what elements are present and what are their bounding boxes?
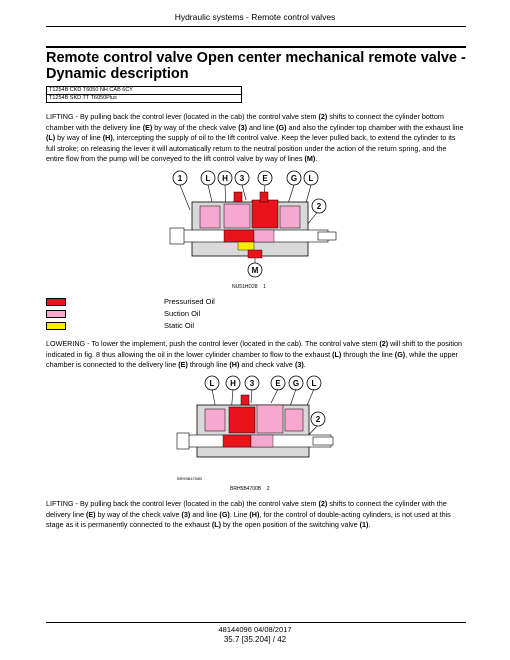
- text-run: by way of line: [55, 133, 103, 142]
- reference-label: (3): [238, 122, 247, 132]
- callout-label: E: [262, 174, 268, 183]
- text-run: , for the control of double-acting cylinders, is not used at this stage as it is permanently connected to the exhaust: [46, 509, 451, 529]
- paragraph-lowering: [46, 339, 466, 371]
- reference-label: (H): [102, 133, 113, 142]
- text-run: shifts to connect the cylinder bottom chamber with the delivery line: [46, 112, 444, 132]
- text-run: by the open position of the switching valve: [221, 520, 360, 529]
- reference-label: (E): [142, 122, 153, 132]
- text-run: , while the upper chamber is connected to the delivery line: [46, 349, 458, 369]
- text-run: and also the cylinder top chamber with the exhaust line: [286, 122, 464, 132]
- reference-label: (H): [249, 509, 260, 519]
- page-title: Remote control valve Open center mechanical remote valve - Dynamic description: [46, 50, 466, 82]
- text-run: , intercepting the supply of oil to the lift control valve. Keep the lever pulled back, to extend the cylinder to its full stroke; on releasing the lever it will automatically return to the neutral position under the action of the return spring, and the entire flow from the pump will be conveyed to the lift control valve by way of lines: [46, 133, 456, 163]
- reference-label: (H): [229, 360, 240, 369]
- callout-label: G: [292, 379, 300, 388]
- text-run: through the line: [341, 349, 395, 359]
- text-run: LOWERING - To lower the implement, push the control lever (located in the cab). The control valve stem: [46, 339, 380, 348]
- text-run: will shift to the position indicated in fig. 8 thus allowing the oil in the lower cylinder chamber to flow to the exhaust: [46, 339, 463, 359]
- legend-swatch: [46, 298, 66, 306]
- figure-2-caption: [230, 486, 269, 492]
- figure-code: NU51HD28: [232, 284, 258, 290]
- legend-item: [46, 309, 296, 319]
- header-title: Hydraulic systems - Remote control valves: [174, 12, 336, 22]
- reference-label: (2): [318, 112, 328, 121]
- model-row: T1254B SKD TT T6050Plus: [47, 95, 242, 103]
- reference-label: (2): [379, 339, 389, 348]
- callout-label: G: [290, 174, 298, 183]
- callout-2: 2: [315, 415, 321, 424]
- legend-swatch: [46, 322, 66, 330]
- text-run: and check valve: [239, 360, 295, 369]
- callout-label: H: [222, 174, 228, 183]
- model-row: T1254B CKD T6050 NH CAB 6CY: [47, 87, 242, 95]
- paragraph-lifting: [46, 112, 466, 165]
- text-run: by way of the check valve: [95, 509, 182, 519]
- legend-swatch: [46, 310, 66, 318]
- figure-2-corner-code: BRH5B4700B: [177, 476, 202, 481]
- reference-label: (L): [211, 520, 221, 529]
- callout-label: L: [209, 379, 215, 388]
- callout-label: L: [308, 174, 314, 183]
- text-run: and line: [190, 509, 220, 519]
- callout-label: L: [311, 379, 317, 388]
- legend-label: Pressurised Oil: [164, 297, 215, 306]
- text-run: .: [315, 154, 318, 163]
- callout-label: L: [205, 174, 211, 183]
- footer-rule: [46, 622, 466, 623]
- text-run: .: [303, 360, 306, 369]
- callout-label: 1: [177, 174, 183, 183]
- figure-code: BRH5B4700B: [230, 486, 262, 492]
- figure-number: 2: [266, 486, 270, 492]
- text-run: by way of the check valve: [152, 122, 239, 132]
- reference-label: (E): [85, 509, 96, 519]
- figure-1: [168, 170, 338, 282]
- title-top-rule: [46, 46, 466, 48]
- figure-1-callouts: [173, 171, 318, 185]
- valve-diagram-2: [175, 375, 335, 483]
- reference-label: (G): [276, 122, 287, 132]
- reference-label: (3): [294, 360, 304, 369]
- footer-doc: 48144096 04/08/2017: [218, 625, 292, 634]
- text-run: LIFTING - By pulling back the control lever (located in the cab) the control valve stem: [46, 112, 319, 121]
- text-run: .: [368, 520, 371, 529]
- figure-2: [175, 375, 335, 483]
- callout-label: E: [275, 379, 281, 388]
- reference-label: (3): [181, 509, 191, 519]
- legend-label: Static Oil: [164, 321, 195, 330]
- text-run: through line: [187, 360, 230, 369]
- reference-label: (L): [332, 349, 342, 359]
- figure-number: 1: [263, 284, 266, 290]
- legend-label: Suction Oil: [164, 309, 201, 318]
- reference-label: (2): [318, 499, 328, 508]
- reference-label: (1): [359, 520, 369, 529]
- text-run: shifts to connect the cylinder with the delivery line: [46, 499, 447, 519]
- reference-label: (L): [46, 133, 56, 142]
- reference-label: (G): [394, 349, 406, 359]
- callout-m: M: [251, 266, 259, 275]
- model-table: [46, 86, 242, 103]
- figure-2-callouts: [205, 376, 321, 390]
- header-rule: [46, 26, 466, 27]
- reference-label: (E): [178, 360, 188, 369]
- paragraph-lifting-2: [46, 499, 466, 531]
- reference-label: (M): [304, 154, 316, 163]
- text-run: LIFTING - By pulling back the control lever (located in the cab) the control valve stem: [46, 499, 319, 508]
- footer-page: 35.7 [35.204] / 42: [223, 635, 287, 644]
- callout-label: 3: [249, 379, 255, 388]
- text-run: and line: [246, 122, 277, 132]
- valve-diagram-1: [168, 170, 338, 282]
- figure-1-caption: [232, 284, 266, 290]
- callout-2: 2: [316, 202, 322, 211]
- reference-label: (G): [219, 509, 230, 519]
- legend-item: [46, 297, 296, 307]
- callout-label: 3: [239, 174, 245, 183]
- legend-item: [46, 321, 296, 331]
- text-run: . Line: [229, 509, 250, 519]
- callout-label: H: [230, 379, 236, 388]
